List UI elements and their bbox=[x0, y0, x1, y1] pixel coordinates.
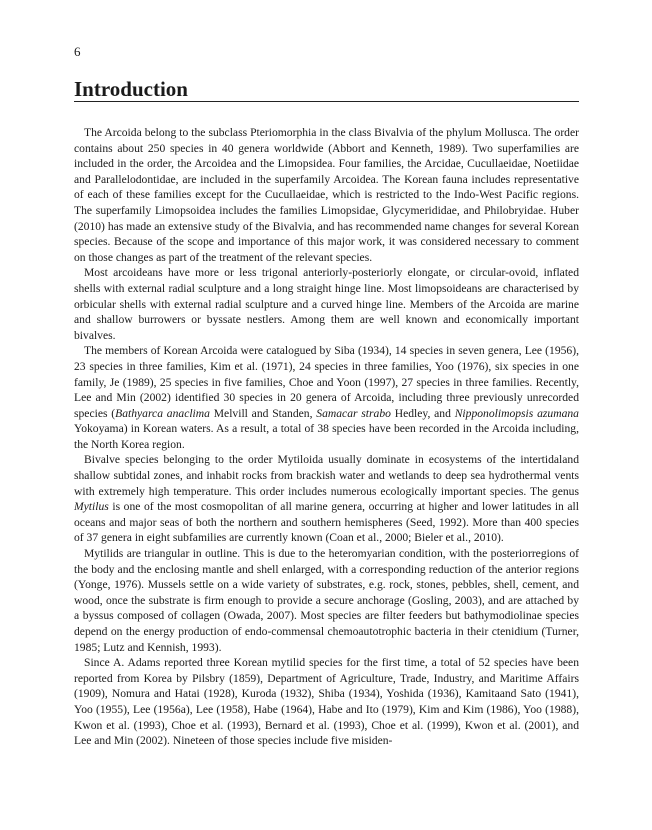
italic-taxon: Bathyarca anaclima bbox=[115, 406, 210, 420]
italic-taxon: Samacar strabo bbox=[316, 406, 391, 420]
text-run: is one of the most cosmopolitan of all marine genera, occurring at higher and lower latitudes in all oceans and major seas of both the northern and southern hemispheres (Seed, 1992). More than 400 species of 37 genera in eight subfamilies are currently known (Coan et al., 2000; Bieler et al., 2010). bbox=[74, 500, 579, 545]
page-number: 6 bbox=[74, 44, 81, 59]
italic-taxon: Nipponolimopsis azumana bbox=[454, 406, 579, 420]
body-text bbox=[74, 125, 579, 749]
paragraph bbox=[74, 452, 579, 546]
paragraph bbox=[74, 655, 579, 749]
text-run: Yokoyama) in Korean waters. As a result, a total of 38 species have been recorded in the Arcoida including, the North Korea region. bbox=[74, 422, 579, 451]
text-run: Hedley, and bbox=[390, 406, 455, 420]
text-run: Since A. Adams reported three Korean mytilid species for the first time, a total of 52 species have been reported from Korea by Pilsbry (1859), Department of Agriculture, Trade, Industry, and Maritime Affairs (1909), Nomura and Hatai (1928), Kuroda (1932), Shiba (1934), Yoshida (1936), Kamitaand Sato (1941), Yoo (1955), Lee (1956a), Lee (1958), Habe (1964), Habe and Ito (1979), Kim and Kim (1986), Yoo (1988), Kwon et al. (1993), Choe et al. (1993), Bernard et al. (1993), Choe et al. (1999), Kwon et al. (2001), and Lee and Min (2002). Nineteen of those species include five misiden- bbox=[74, 656, 579, 748]
document-page bbox=[74, 0, 579, 830]
paragraph bbox=[74, 125, 579, 265]
italic-taxon: Mytilus bbox=[74, 500, 109, 514]
text-run: The members of Korean Arcoida were catalogued by Siba (1934), 14 species in seven genera, Lee (1956), 23 species in three families, Kim et al. (1971), 24 species in three families, Yoo (1976), six species in one family, Je (1989), 25 species in five families, Choe and Yoon (1997), 27 species in three families. Recently, Lee and Min (2002) identified 30 species in 20 genera of Arcoida, including three previously unrecorded species ( bbox=[74, 344, 579, 420]
paragraph bbox=[74, 343, 579, 452]
paragraph bbox=[74, 265, 579, 343]
section-title: Introduction bbox=[74, 77, 188, 101]
text-run: Melvill and Standen, bbox=[209, 406, 317, 420]
text-run: Bivalve species belonging to the order Mytiloida usually dominate in ecosystems of the intertidaland shallow subtidal zones, and inhabit rocks from brackish water and wetlands to deep sea hydrothermal vents with extremely high temperature. This order includes numerous ecologically important species. The genus bbox=[74, 453, 579, 498]
text-run: Most arcoideans have more or less trigonal anteriorly-posteriorly elongate, or circular-ovoid, inflated shells with external radial sculpture and a long straight hinge line. Most limopsoideans are characterised by orbicular shells with external radial sculpture and a curved hinge line. Members of the Arcoida are marine and shallow burrowers or byssate nestlers. Among them are well known and economically important bivalves. bbox=[74, 266, 579, 342]
paragraph bbox=[74, 546, 579, 655]
text-run: Mytilids are triangular in outline. This is due to the heteromyarian condition, with the posteriorregions of the body and the enclosing mantle and shell enlarged, with a corresponding reduction of the anterior regions (Yonge, 1976). Mussels settle on a wide variety of substrates, e.g. rock, stones, pebbles, shell, cement, and wood, once the substrate is firm enough to provide a secure anchorage (Gosling, 2003), and are attached by a byssus composed of collagen (Owada, 2007). Most species are filter feeders but bathymodiolinae species depend on the energy production of endo-commensal chemoautotrophic bacteria in their ctenidium (Turner, 1985; Lutz and Kennish, 1993). bbox=[74, 547, 579, 654]
title-underline bbox=[74, 101, 579, 102]
text-run: The Arcoida belong to the subclass Pteriomorphia in the class Bivalvia of the phylum Mollusca. The order contains about 250 species in 40 genera worldwide (Abbort and Kenneth, 1989). Two superfamilies are included in the order, the Arcoidea and the Limopsidea. Four families, the Arcidae, Cucullaeidae, Noetiidae and Parallelodontidae, are included in the superfamily Arcoidea. The Korean fauna includes representative of each of these families except for the Cucullaeidae, which is restricted to the Indo-West Pacific regions. The superfamily Limopsoidea includes the families Limopsidae, Glycymerididae, and Philobryidae. Huber (2010) has made an extensive study of the Bivalvia, and has recommended name changes for several Korean species. Because of the scope and importance of this major work, it was considered necessary to comment on those changes as part of the treatment of the relevant species. bbox=[74, 126, 579, 264]
